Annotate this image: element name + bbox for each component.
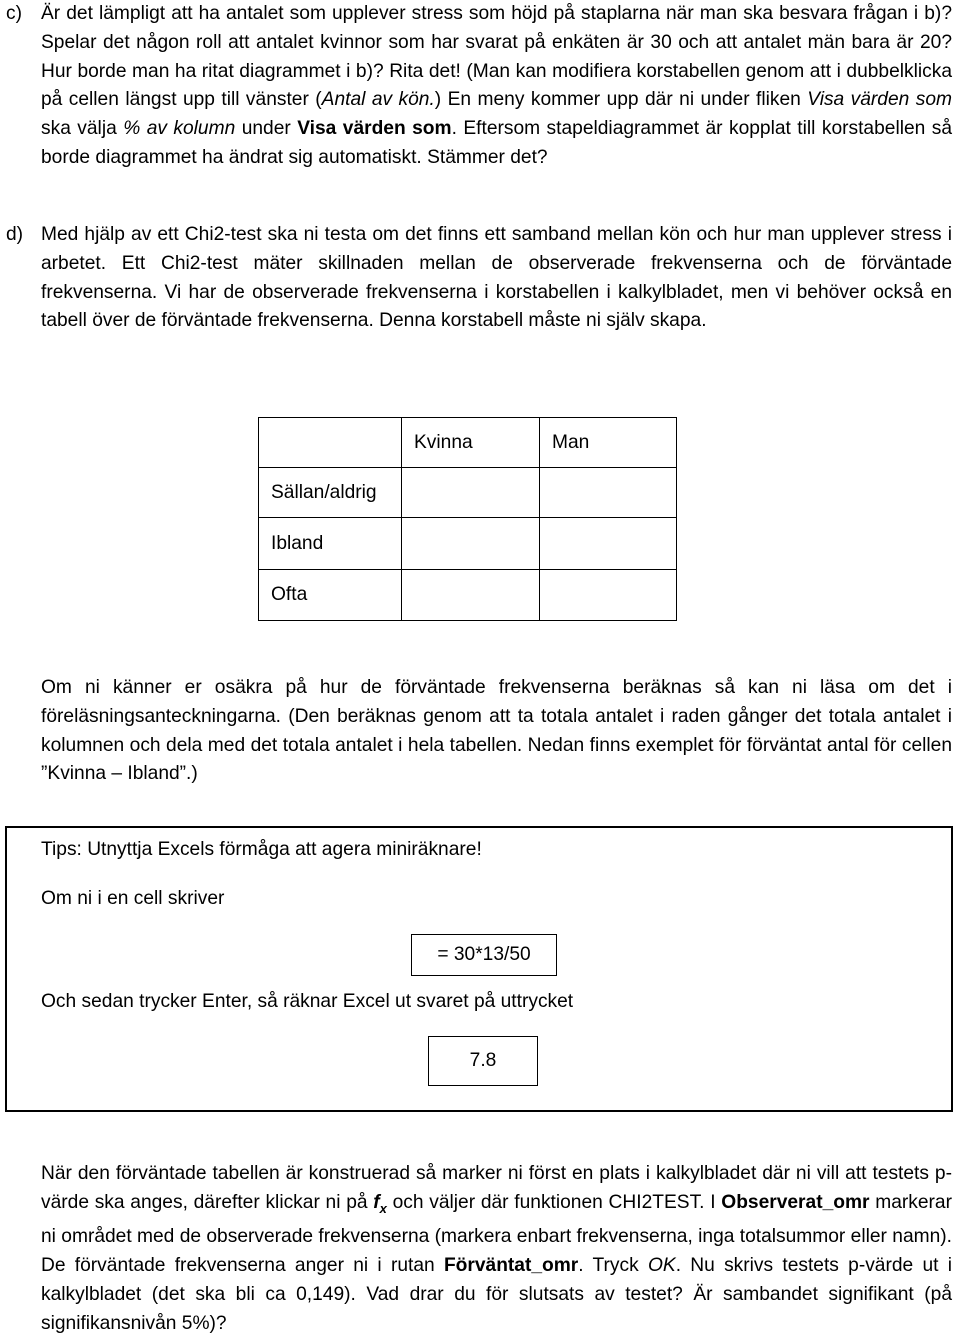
table-cell (402, 570, 540, 621)
table-row-label: Ibland (259, 518, 402, 570)
table-row-label: Sällan/aldrig (259, 468, 402, 518)
text-run: Är det lämpligt att ha antalet som upplever stress som höjd på staplarna när man ska besvara frågan i b)? Spelar det någon roll att antalet kvinnor som har svarat på enkäten är 30 och att antalet män bara är 20? Hur borde man ha ritat diagrammet i b)? Rita det! (Man kan modifiera korstabellen genom att i dubbelklicka på cellen längst upp till vänster ( (41, 3, 952, 111)
paragraph-chi2test (41, 1160, 952, 1339)
tips-box (5, 826, 953, 1112)
table-cell (402, 468, 540, 518)
table-cell (540, 518, 677, 570)
text-run: under (235, 118, 298, 140)
fx-letter: f (373, 1191, 380, 1213)
tips-title: Tips: Utnyttja Excels förmåga att agera miniräknare! (41, 839, 482, 860)
text-run: och väljer där funktionen CHI2TEST. I (386, 1191, 722, 1213)
expected-frequency-table (258, 417, 677, 621)
italic-run: Antal av kön. (321, 89, 435, 111)
section-label-c: c) (6, 3, 22, 24)
tips-enter-instruction: Och sedan trycker Enter, så räknar Excel ut svaret på uttrycket (41, 991, 574, 1012)
text-run: . Nu skrivs testets p-värde ut i kalkylbladet (det ska bli ca 0,149). Vad drar du för slutsats av testet? Är sambandet signifikant (på signifikansnivån 5%)? (41, 1255, 952, 1334)
bold-run: Visa värden som (297, 118, 452, 140)
fx-symbol (373, 1191, 387, 1216)
table-cell (540, 570, 677, 621)
text-run: ska välja (41, 118, 124, 140)
paragraph-expected-frequencies: Om ni känner er osäkra på hur de förväntade frekvenserna beräknas så kan ni läsa om det i föreläsningsanteckningarna. (Den beräknas genom att ta totala antalet i raden gånger det totala antalet i kolumnen och dela med det totala antalet i hela tabellen. Nedan finns exemplet för förväntat antal för cellen ”Kvinna – Ibland”.) (41, 677, 952, 785)
text-run: ) En meny kommer upp där ni under fliken (434, 89, 808, 111)
paragraph-c (41, 0, 952, 173)
table-header-man: Man (540, 418, 677, 468)
formula-box: = 30*13/50 (411, 934, 557, 976)
italic-run: % av kolumn (123, 118, 236, 140)
tips-instruction: Om ni i en cell skriver (41, 888, 225, 909)
table-cell (540, 468, 677, 518)
text-run: markerar ni området med de observerade frekvenserna (markera enbart frekvenserna, inga totalsummor eller namn). De förväntade frekvenserna anger ni i rutan (41, 1191, 952, 1277)
italic-run: Visa värden som (807, 89, 952, 111)
fx-subscript: x (379, 1200, 387, 1216)
text-run: . Tryck (578, 1255, 648, 1277)
table-row-label: Ofta (259, 570, 402, 621)
bold-run: Förväntat_omr (443, 1255, 579, 1277)
table-corner-cell (259, 418, 402, 468)
text-run: När den förväntade tabellen är konstruerad så marker ni först en plats i kalkylbladet där ni vill att testets p-värde ska anges, därefter klickar ni på (41, 1163, 952, 1213)
bold-run: Observerat_omr (721, 1191, 870, 1213)
table-cell (402, 518, 540, 570)
table-header-kvinna: Kvinna (402, 418, 540, 468)
paragraph-d: Med hjälp av ett Chi2-test ska ni testa om det finns ett samband mellan kön och hur man upplever stress i arbetet. Ett Chi2-test mäter skillnaden mellan de observerade frekvenserna och de förväntade frekvenserna. Vi har de observerade frekvenserna i korstabellen i kalkylbladet, men vi behöver också en tabell över de förväntade frekvenserna. Denna korstabell måste ni själv skapa. (41, 224, 952, 332)
text-run: . Eftersom stapeldiagrammet är kopplat till korstabellen så borde diagrammet ha ändrat sig automatiskt. Stämmer det? (41, 118, 953, 168)
section-label-d: d) (6, 224, 24, 245)
italic-run: OK (647, 1255, 676, 1277)
result-box: 7.8 (428, 1036, 538, 1086)
